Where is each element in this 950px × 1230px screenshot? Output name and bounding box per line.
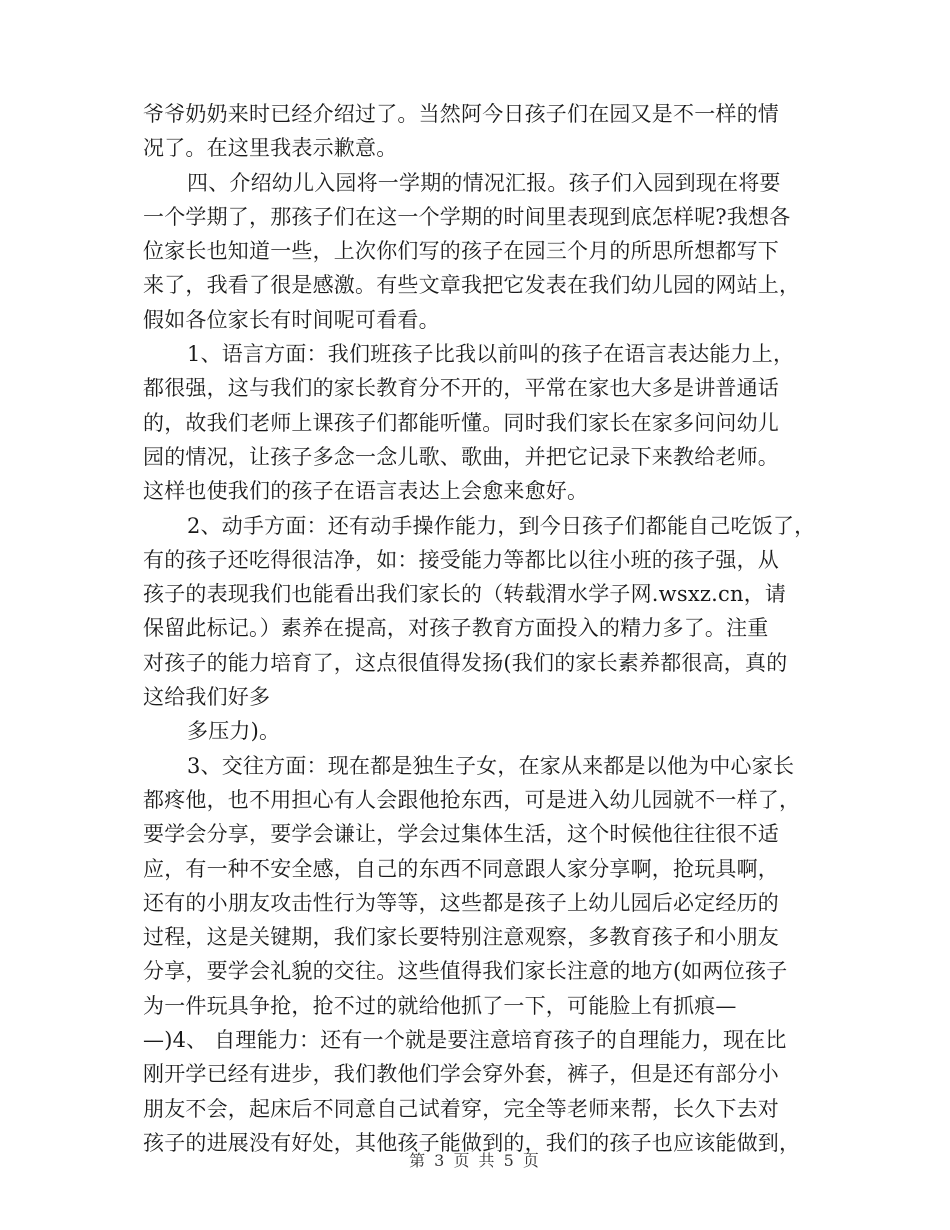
text-line: 还有的小朋友攻击性行为等等，这些都是孩子上幼儿园后必定经历的 — [143, 890, 779, 915]
document-body — [143, 97, 833, 1160]
text-line: 爷爷奶奶来时已经介绍过了。当然阿今日孩子们在园又是不一样的情 — [143, 102, 779, 126]
text-line: 这给我们好多 — [143, 685, 271, 710]
text-line: 园的情况，让孩子多念一念儿歌、歌曲，并把它记录下来教给老师。 — [143, 444, 779, 469]
text-line: 对孩子的能力培育了，这点很值得发扬(我们的家长素养都很高，真的 — [143, 650, 788, 675]
text-line: 分享，要学会礼貌的交往。这些值得我们家长注意的地方(如两位孩子 — [143, 959, 788, 984]
text-line: 位家长也知道一些，上次你们写的孩子在园三个月的所思所想都写下 — [143, 239, 779, 264]
text-line: 保留此标记。）素养在提高，对孩子教育方面投入的精力多了。注重 — [143, 616, 769, 641]
text-line: 要学会分享，要学会谦让，学会过集体生活，这个时候他往往很不适 — [143, 822, 779, 847]
page-footer: 第 3 页 共 5 页 — [409, 1151, 541, 1170]
text-line: 应，有一种不安全感，自己的东西不同意跟人家分享啊，抢玩具啊， — [143, 856, 779, 881]
text-line: 有的孩子还吃得很洁净，如：接受能力等都比以往小班的孩子强，从 — [143, 547, 779, 572]
text-line: 刚开学已经有进步，我们教他们学会穿外套，裤子，但是还有部分小 — [143, 1062, 779, 1087]
text-line: 2、动手方面：还有动手操作能力，到今日孩子们都能自己吃饭了， — [187, 513, 816, 538]
text-line: 来了，我看了很是感激。有些文章我把它发表在我们幼儿园的网站上， — [143, 273, 801, 298]
text-line: —)4、 自理能力：还有一个就是要注意培育孩子的自理能力，现在比 — [143, 1028, 787, 1053]
text-line: 这样也使我们的孩子在语言表达上会愈来愈好。 — [143, 479, 589, 504]
text-line: 一个学期了，那孩子们在这一个学期的时间里表现到底怎样呢?我想各 — [143, 204, 791, 229]
text-line: 过程，这是关键期，我们家长要特别注意观察，多教育孩子和小朋友 — [143, 925, 779, 950]
text-line: 的，故我们老师上课孩子们都能听懂。同时我们家长在家多问问幼儿 — [143, 410, 779, 435]
text-line: 多压力)。 — [187, 719, 281, 744]
text-line: 况了。在这里我表示歉意。 — [143, 136, 398, 161]
text-line: 都疼他，也不用担心有人会跟他抢东西，可是进入幼儿园就不一样了， — [143, 787, 801, 812]
text-line: 都很强，这与我们的家长教育分不开的，平常在家也大多是讲普通话 — [143, 376, 779, 401]
text-line: 为一件玩具争抢，抢不过的就给他抓了一下，可能脸上有抓痕— — [143, 993, 737, 1018]
text-line: 1、语言方面：我们班孩子比我以前叫的孩子在语言表达能力上， — [187, 342, 795, 367]
text-line: 假如各位家长有时间呢可看看。 — [143, 307, 440, 332]
text-line: 孩子的进展没有好处，其他孩子能做到的，我们的孩子也应该能做到， — [143, 1130, 801, 1155]
text-line: 四、介绍幼儿入园将一学期的情况汇报。孩子们入园到现在将要 — [187, 170, 781, 195]
text-line: 朋友不会，起床后不同意自己试着穿，完全等老师来帮，长久下去对 — [143, 1096, 779, 1121]
text-line: 3、交往方面：现在都是独生子女，在家从来都是以他为中心家长 — [187, 753, 795, 778]
text-line: 孩子的表现我们也能看出我们家长的（转载渭水学子网.wsxz.cn，请 — [143, 582, 787, 607]
